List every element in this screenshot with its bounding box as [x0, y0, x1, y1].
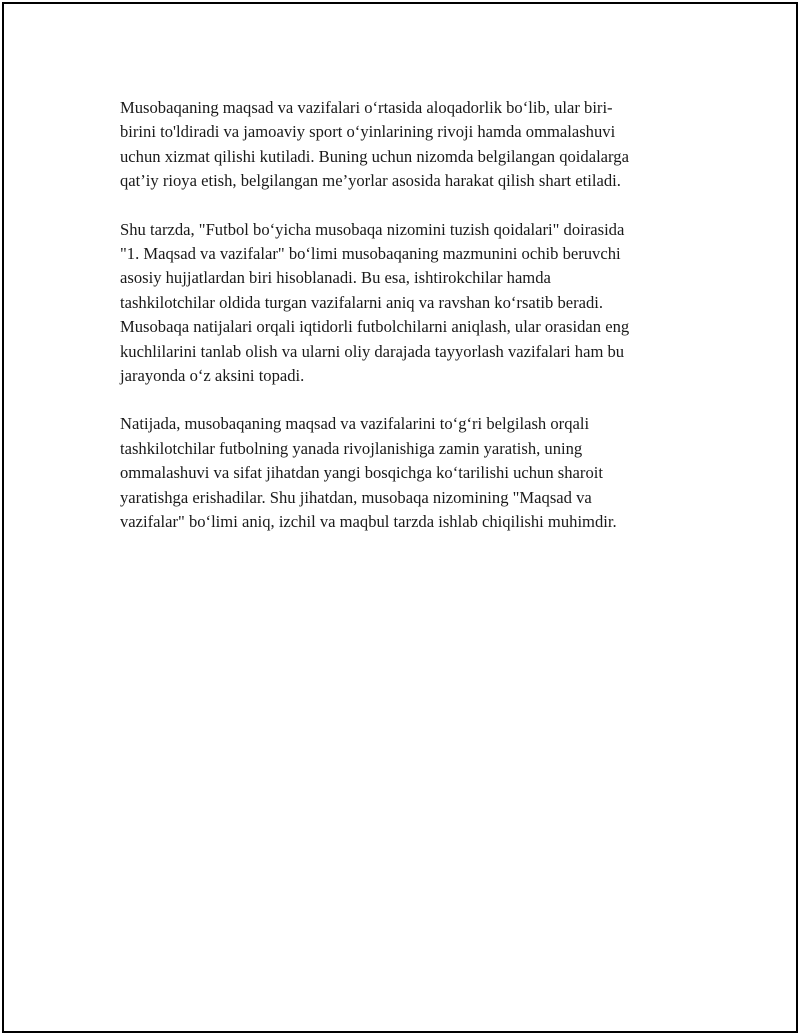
document-body [120, 96, 692, 559]
page-frame [2, 2, 798, 1033]
paragraph-3: Natijada, musobaqaning maqsad va vazifalarini to‘g‘ri belgilash orqali tashkilotchilar futbolning yanada rivojlanishiga zamin yaratish, uning ommalashuvi va sifat jihatdan yangi bosqichga ko‘tarilishi uchun sharoit yaratishga erishadilar. Shu jihatdan, musobaqa nizomining "Maqsad va vazifalar" bo‘limi aniq, izchil va maqbul tarzda ishlab chiqilishi muhimdir. [120, 414, 617, 532]
paragraph-2: Shu tarzda, "Futbol bo‘yicha musobaqa nizomini tuzish qoidalari" doirasida "1. Maqsad va vazifalar" bo‘limi musobaqaning mazmunini ochib beruvchi asosiy hujjatlardan biri hisoblanadi. Bu esa, ishtirokchilar hamda tashkilotchilar oldida turgan vazifalarni aniq va ravshan ko‘rsatib beradi. Musobaqa natijalari orqali iqtidorli futbolchilarni aniqlash, ular orasidan eng kuchlilarini tanlab olish va ularni oliy darajada tayyorlash vazifalari ham bu jarayonda o‘z aksini topadi. [120, 219, 630, 386]
paragraph-1: Musobaqaning maqsad va vazifalari o‘rtasida aloqadorlik bo‘lib, ular biri- birini to'ldiradi va jamoaviy sport o‘yinlarining rivoji hamda ommalashuvi uchun xizmat qilishi kutiladi. Buning uchun nizomda belgilangan qoidalarga qat’iy rioya etish, belgilangan me’yorlar asosida harakat qilish shart etiladi. [120, 98, 629, 191]
